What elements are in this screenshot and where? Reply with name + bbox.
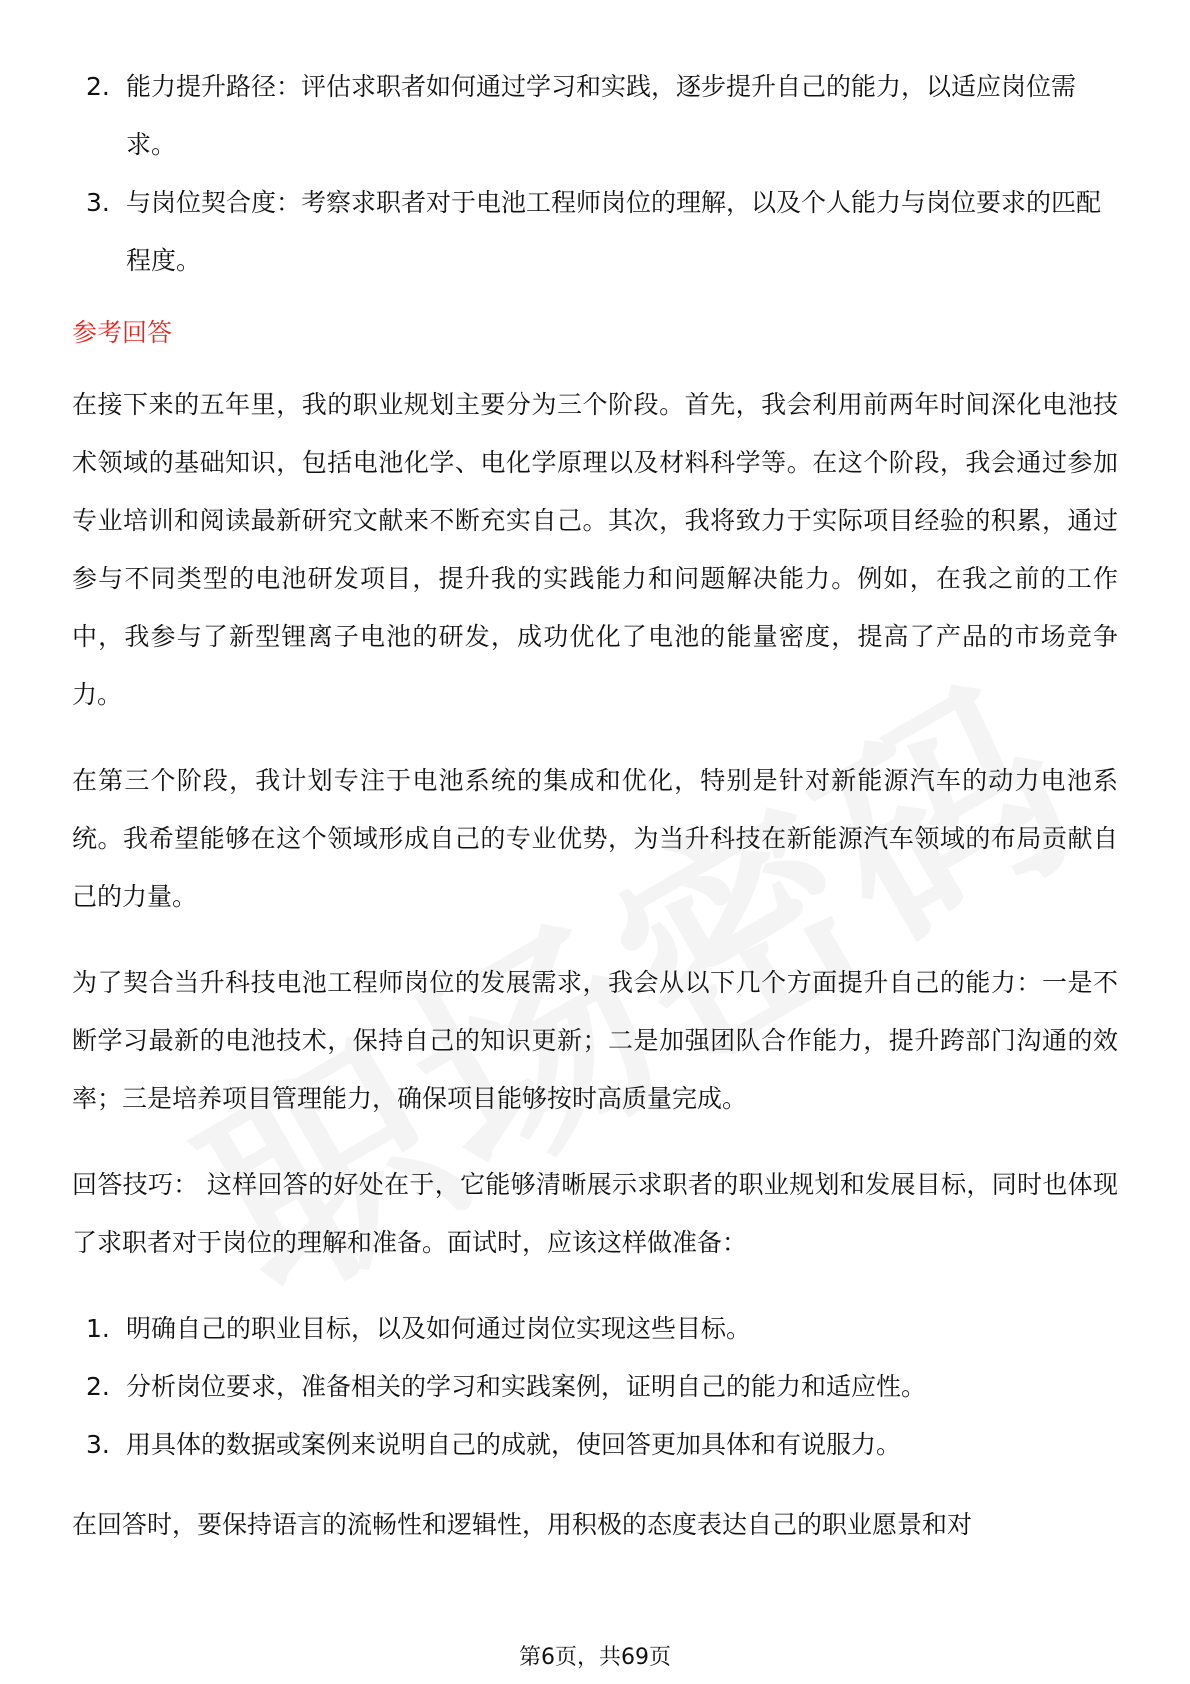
list-number: 3. bbox=[86, 188, 110, 217]
list-item-text: 明确自己的职业目标，以及如何通过岗位实现这些目标。 bbox=[126, 1314, 752, 1343]
list-number: 3. bbox=[86, 1430, 110, 1459]
evaluation-list bbox=[72, 58, 1118, 290]
list-number: 1. bbox=[86, 1314, 110, 1343]
list-item bbox=[72, 1416, 1118, 1474]
list-item bbox=[72, 58, 1118, 174]
list-item-text: 用具体的数据或案例来说明自己的成就，使回答更加具体和有说服力。 bbox=[126, 1430, 902, 1459]
section-heading: 参考回答 bbox=[72, 318, 173, 347]
page-content bbox=[72, 58, 1118, 1582]
list-item-text: 分析岗位要求，准备相关的学习和实践案例，证明自己的能力和适应性。 bbox=[126, 1372, 927, 1401]
list-item bbox=[72, 1300, 1118, 1358]
tips-list bbox=[72, 1300, 1118, 1474]
list-number: 2. bbox=[86, 1372, 110, 1401]
list-item-text: 能力提升路径：评估求职者如何通过学习和实践，逐步提升自己的能力，以适应岗位需求。 bbox=[126, 72, 1077, 159]
paragraph: 为了契合当升科技电池工程师岗位的发展需求，我会从以下几个方面提升自己的能力：一是不断学习最新的电池技术，保持自己的知识更新；二是加强团队合作能力，提升跨部门沟通的效率；三是培养项目管理能力，确保项目能够按时高质量完成。 bbox=[72, 968, 1118, 1113]
list-number: 2. bbox=[86, 72, 110, 101]
list-item bbox=[72, 1358, 1118, 1416]
paragraph: 在第三个阶段，我计划专注于电池系统的集成和优化，特别是针对新能源汽车的动力电池系统。我希望能够在这个领域形成自己的专业优势，为当升科技在新能源汽车领域的布局贡献自己的力量。 bbox=[72, 766, 1118, 911]
answer-tips-paragraph: 回答技巧： 这样回答的好处在于，它能够清晰展示求职者的职业规划和发展目标，同时也体现了求职者对于岗位的理解和准备。面试时，应该这样做准备： bbox=[72, 1170, 1118, 1257]
closing-paragraph: 在回答时，要保持语言的流畅性和逻辑性，用积极的态度表达自己的职业愿景和对 bbox=[72, 1510, 973, 1539]
list-item-text: 与岗位契合度：考察求职者对于电池工程师岗位的理解，以及个人能力与岗位要求的匹配程度。 bbox=[126, 188, 1102, 275]
list-item bbox=[72, 174, 1118, 290]
page-footer: 第6页，共69页 bbox=[519, 1645, 671, 1670]
paragraph: 在接下来的五年里，我的职业规划主要分为三个阶段。首先，我会利用前两年时间深化电池技术领域的基础知识，包括电池化学、电化学原理以及材料科学等。在这个阶段，我会通过参加专业培训和阅读最新研究文献来不断充实自己。其次，我将致力于实际项目经验的积累，通过参与不同类型的电池研发项目，提升我的实践能力和问题解决能力。例如，在我之前的工作中，我参与了新型锂离子电池的研发，成功优化了电池的能量密度，提高了产品的市场竞争力。 bbox=[72, 390, 1118, 709]
